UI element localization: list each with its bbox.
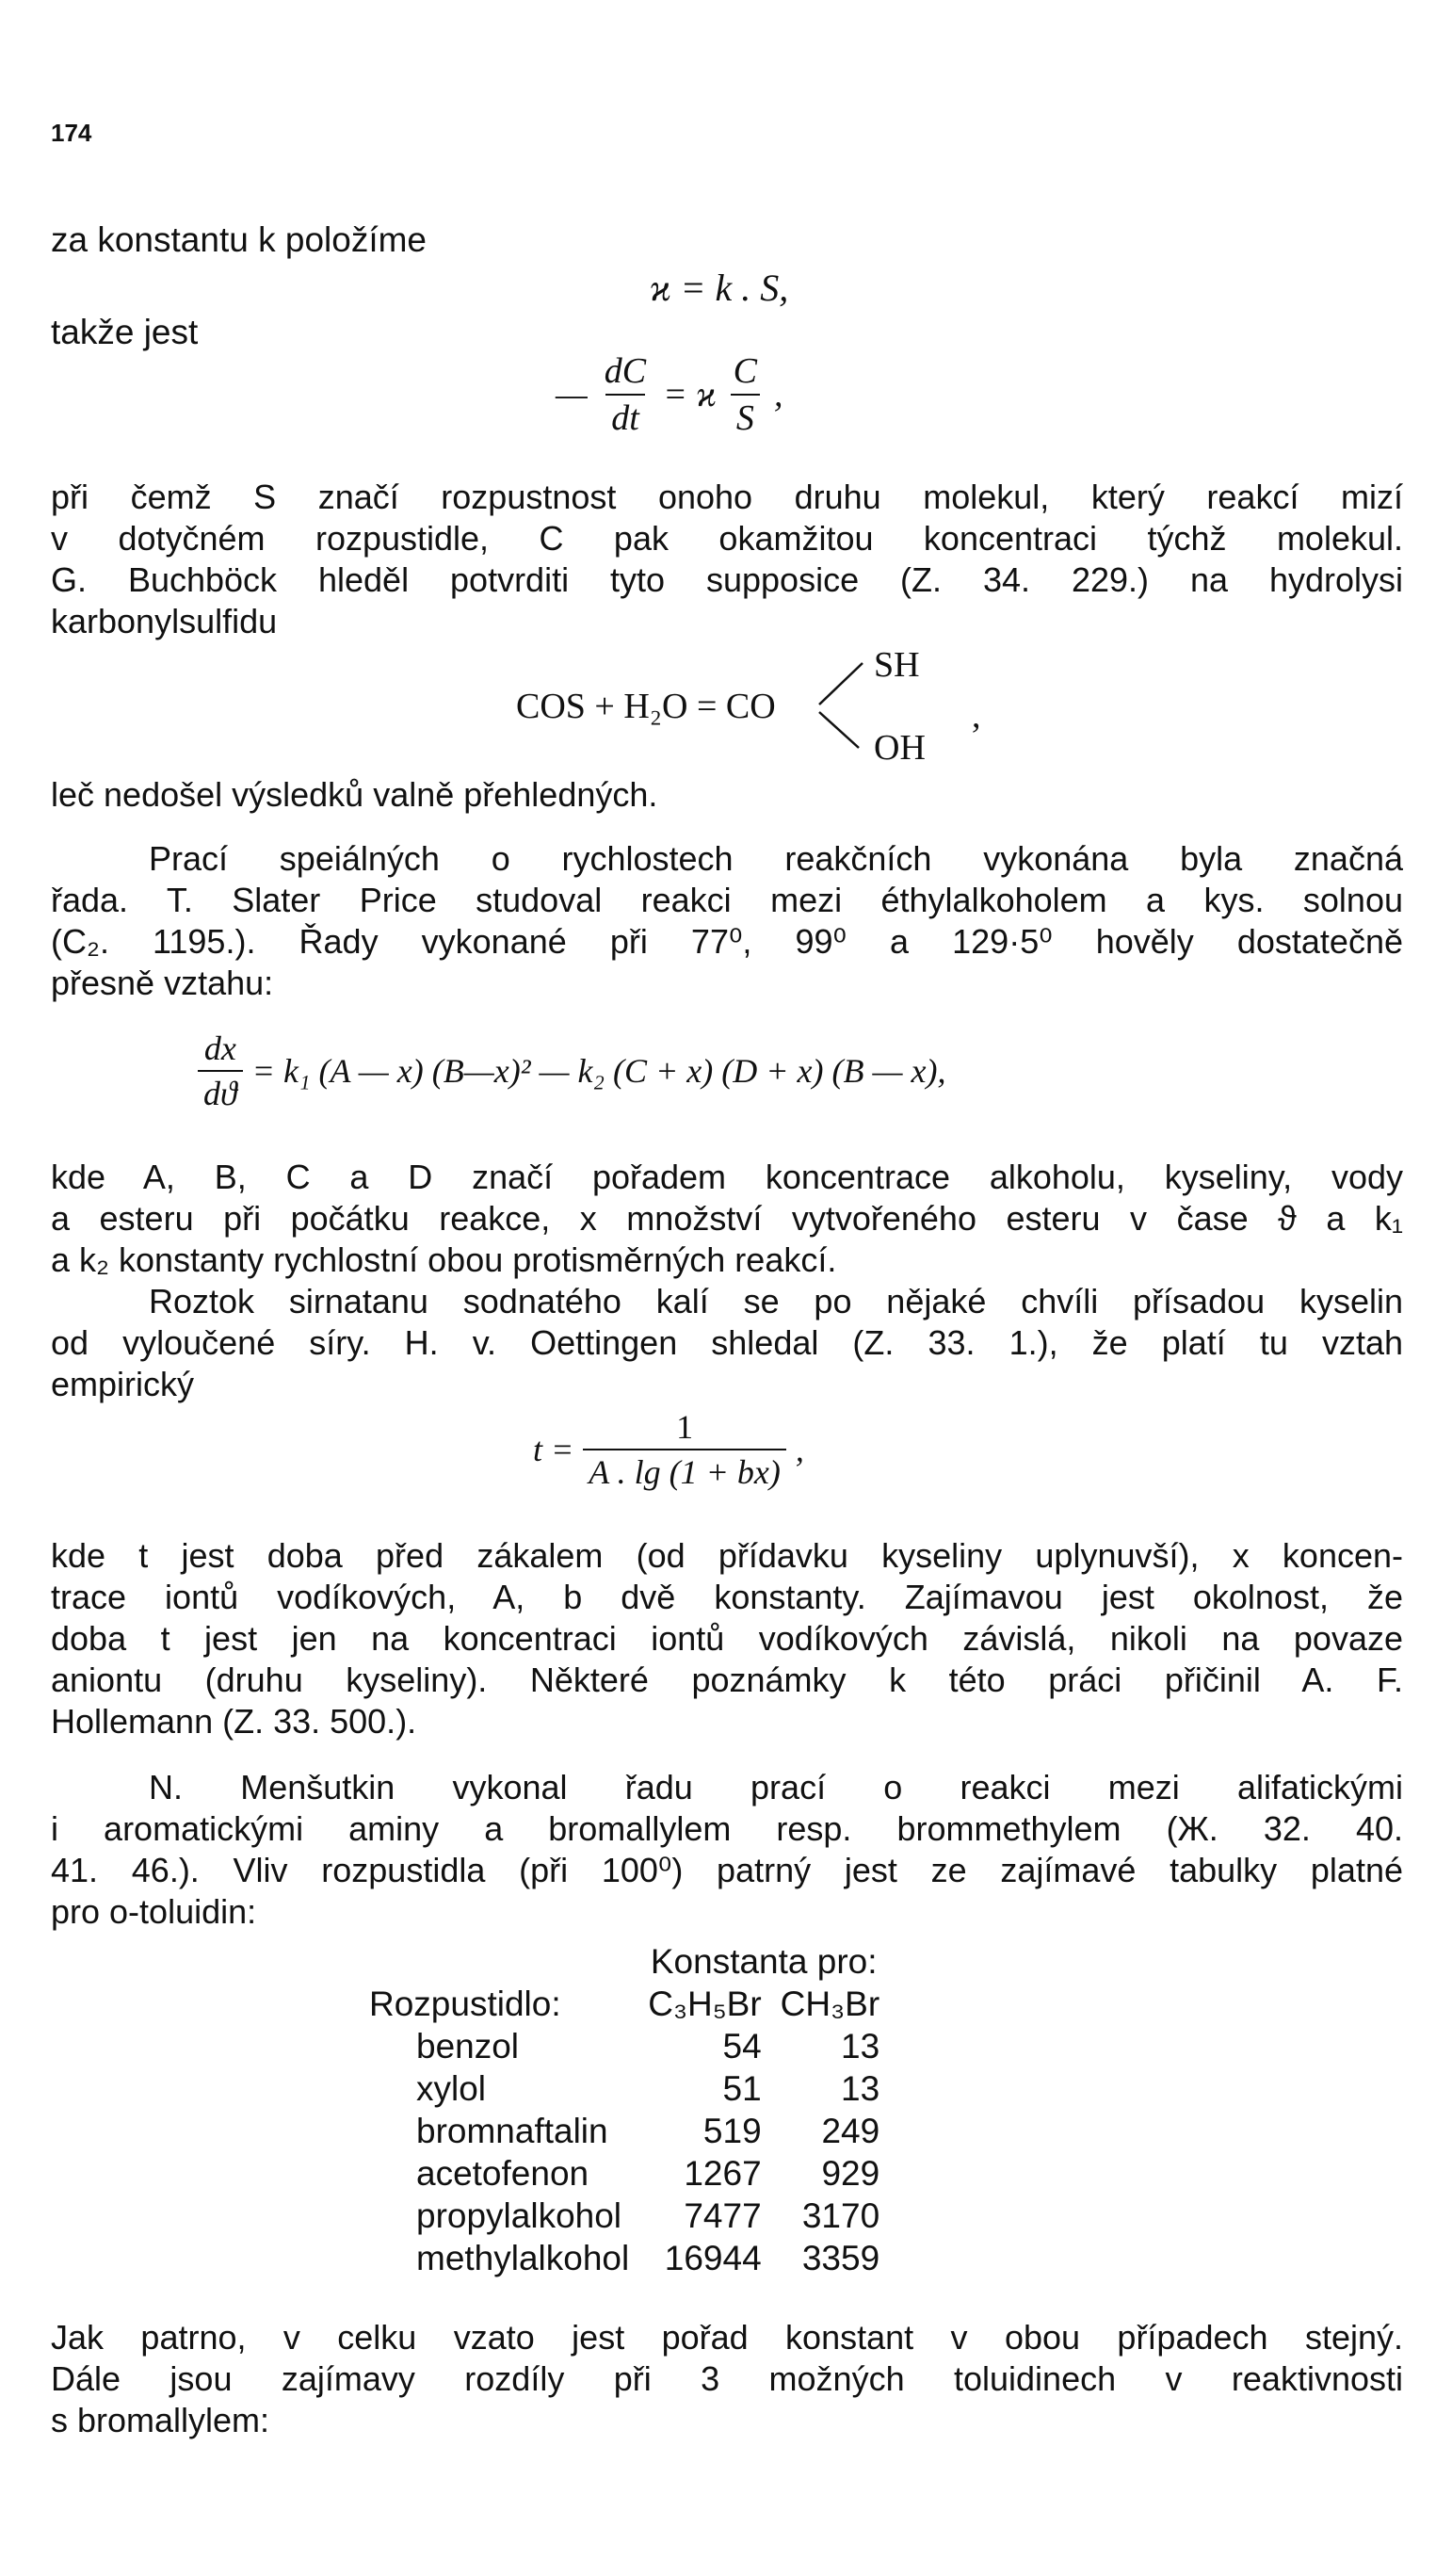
text-line: Prací speiálných o rychlostech reakčních vykonána byla značná: [149, 839, 1403, 878]
text-line: (C₂. 1195.). Řady vykonané při 77⁰, 99⁰ a 129·5⁰ hověly dostatečně: [51, 922, 1403, 961]
text-line: karbonylsulfidu: [51, 602, 278, 640]
table-header-row: [369, 1940, 889, 1983]
text-line: leč nedošel výsledků valně přehledných.: [51, 775, 658, 814]
fraction-denominator: dt: [605, 394, 645, 439]
fraction-numerator: dx: [203, 1029, 236, 1067]
text-line: N. Menšutkin vykonal řadu prací o reakci mezi alifatickými: [149, 1768, 1403, 1806]
table-row: [369, 2237, 889, 2279]
paragraph-6: [51, 2317, 1403, 2441]
table-cell-value: 54: [722, 2026, 762, 2066]
comma: ,: [774, 375, 783, 414]
text-line: doba t jest jen na koncentraci iontů vodíkových závislá, nikoli na povaze: [51, 1619, 1403, 1658]
comma: ,: [795, 1431, 804, 1468]
paragraph-5: [51, 1767, 1403, 1933]
equation-time: [533, 1407, 804, 1492]
reaction-equation: [516, 640, 1006, 768]
intro-line-1: za konstantu k položíme: [51, 220, 427, 259]
table-cell-value: 13: [841, 2068, 880, 2108]
text-line: při čemž S značí rozpustnost onoho druhu molekul, který reakcí mizí: [51, 478, 1403, 516]
table-header-col1: C₃H₅Br: [648, 1984, 762, 2023]
text-line: 41. 46.). Vliv rozpustidla (při 100⁰) patrný jest ze zajímavé tabulky platné: [51, 1851, 1403, 1889]
table-row: [369, 2152, 889, 2195]
fraction-denominator: A . lg (1 + bx): [583, 1449, 786, 1492]
text-line: s bromallylem:: [51, 2401, 270, 2439]
text-line: v dotyčném rozpustidle, C pak okamžitou koncentraci týchž molekul.: [51, 519, 1403, 558]
text-line: od vyloučené síry. H. v. Oettingen shledal (Z. 33. 1.), že platí tu vztah: [51, 1323, 1403, 1362]
text-line: Jak patrno, v celku vzato jest pořad konstant v obou případech stejný.: [51, 2318, 1403, 2357]
intro-line-2: takže jest: [51, 313, 199, 351]
table-cell-value: 3170: [801, 2195, 880, 2235]
paragraph-3: [51, 1157, 1403, 1405]
page-number: 174: [51, 119, 92, 147]
equation-rhs: = k₁ (A — x) (B—x)² — k₂ (C + x) (D + x) (B — x),: [251, 1052, 946, 1090]
fraction-one-over-log: [583, 1407, 786, 1492]
minus-sign: —: [556, 375, 588, 414]
table-cell-solvent: propylalkohol: [416, 2195, 622, 2235]
comma: ,: [972, 696, 981, 736]
table-cell-solvent: methylalkohol: [416, 2238, 630, 2277]
equation-lhs: t =: [533, 1431, 574, 1468]
reaction-lhs: COS + H₂O = CO: [516, 687, 776, 726]
equation-rate-constants: [198, 1029, 945, 1113]
table-cell-solvent: bromnaftalin: [416, 2111, 608, 2150]
table-cell-value: 249: [821, 2111, 880, 2150]
table-header-col2: CH₃Br: [780, 1984, 880, 2023]
fraction-numerator: C: [733, 351, 758, 391]
table-header-constants: Konstanta pro:: [650, 1941, 878, 1981]
table-row: [369, 2025, 889, 2067]
paragraph-2: [51, 838, 1403, 1004]
text-line: kde t jest doba před zákalem (od přídavku kyseliny uplynuvší), x koncen-: [51, 1536, 1403, 1575]
text-line: trace iontů vodíkových, A, b dvě konstanty. Zajímavou jest okolnost, že: [51, 1578, 1403, 1616]
table-cell-value: 3359: [801, 2238, 880, 2277]
table-cell-value: 519: [702, 2111, 762, 2150]
text-line: G. Buchböck hleděl potvrditi tyto supposice (Z. 34. 229.) na hydrolysi: [51, 560, 1403, 599]
text-line: a esteru při počátku reakce, x množství vytvořeného esteru v čase ϑ a k₁: [51, 1199, 1403, 1238]
table-cell-solvent: xylol: [416, 2068, 487, 2108]
table-cell-value: 16944: [664, 2238, 762, 2277]
fraction-dx-dtheta: [198, 1029, 243, 1113]
table-header-row: [369, 1983, 889, 2025]
text-line: pro o-toluidin:: [51, 1892, 257, 1931]
fraction-denominator: S: [731, 394, 760, 439]
table-header-solvent: Rozpustidlo:: [369, 1984, 561, 2023]
text-line: aniontu (druhu kyseliny). Některé poznámky k této práci přičinil A. F.: [51, 1661, 1403, 1699]
table-row: [369, 2110, 889, 2152]
table-row: [369, 2067, 889, 2110]
reaction-oh-group: OH: [874, 728, 926, 768]
paragraph-1: [51, 477, 1403, 642]
paragraph-4: [51, 1535, 1403, 1742]
equation-kappa: ϰ = k . S,: [650, 267, 789, 309]
table-row: [369, 2195, 889, 2237]
table-cell-value: 1267: [684, 2153, 762, 2193]
text-line: kde A, B, C a D značí pořadem koncentrace alkoholu, kyseliny, vody: [51, 1158, 1403, 1196]
table-cell-solvent: acetofenon: [416, 2153, 589, 2193]
table-cell-solvent: benzol: [416, 2026, 520, 2066]
text-line: Roztok sirnatanu sodnatého kalí se po nějaké chvíli přísadou kyselin: [149, 1282, 1403, 1320]
fraction-numerator: 1: [676, 1408, 694, 1446]
fraction-c-s: [728, 350, 763, 439]
equation-rate: [556, 350, 783, 439]
text-line: a k₂ konstanty rychlostní obou protisměrných reakcí.: [51, 1240, 837, 1279]
fraction-numerator: dC: [604, 351, 647, 391]
paragraph-1-end: [51, 774, 1403, 816]
solvent-table: [369, 1940, 889, 2279]
equals-kappa: = ϰ: [663, 375, 717, 414]
text-line: Hollemann (Z. 33. 500.).: [51, 1702, 417, 1741]
table-cell-value: 929: [821, 2153, 880, 2193]
text-line: řada. T. Slater Price studoval reakci mezi éthylalkoholem a kys. solnou: [51, 881, 1403, 919]
table-cell-value: 13: [841, 2026, 880, 2066]
text-line: Dále jsou zajímavy rozdíly při 3 možných toluidinech v reaktivnosti: [51, 2359, 1403, 2398]
reaction-bond-lines: [815, 650, 881, 761]
text-line: empirický: [51, 1365, 195, 1403]
table-cell-value: 51: [722, 2068, 762, 2108]
fraction-dc-dt: [599, 350, 652, 439]
text-line: i aromatickými aminy a bromallylem resp. brommethylem (Ж. 32. 40.: [51, 1809, 1403, 1848]
table-cell-value: 7477: [684, 2195, 762, 2235]
fraction-denominator: dϑ: [198, 1070, 243, 1113]
reaction-sh-group: SH: [874, 645, 920, 685]
text-line: přesně vztahu:: [51, 964, 274, 1002]
